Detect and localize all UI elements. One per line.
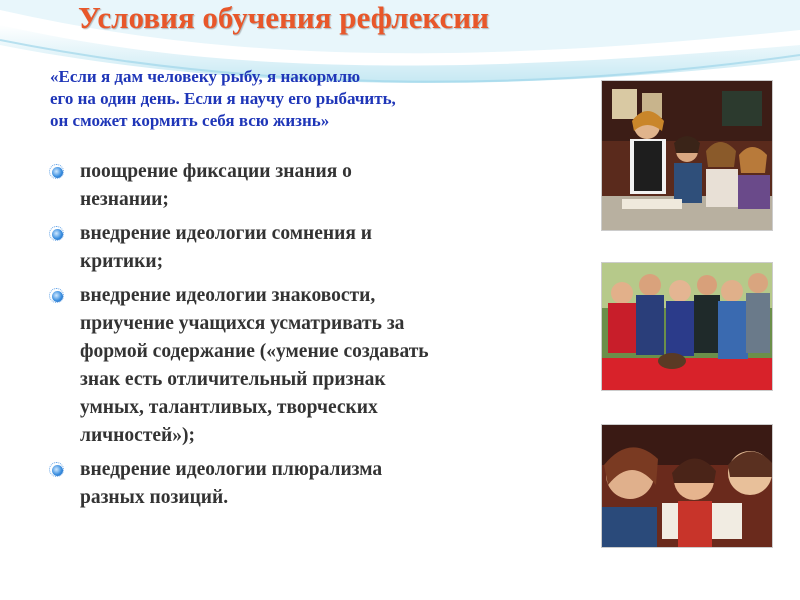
- bullet-line: личностей»);: [80, 425, 196, 446]
- bullet-line: знак есть отличительный признак: [80, 369, 386, 390]
- quote-line: «Если я дам человеку рыбу, я накормлю: [50, 67, 361, 86]
- bullet-item: [50, 158, 590, 214]
- quote: [50, 66, 550, 132]
- bullet-icon: [52, 465, 63, 476]
- bullet-line: внедрение идеологии плюрализма: [80, 459, 383, 480]
- slide-title: Условия обучения рефлексии: [78, 0, 489, 35]
- bullet-item: [50, 282, 590, 450]
- bullet-line: незнании;: [80, 189, 169, 210]
- bullet-icon: [52, 229, 63, 240]
- quote-line: он сможет кормить себя всю жизнь»: [50, 111, 330, 130]
- bullet-list: [50, 158, 590, 518]
- classroom-photo-2: [601, 262, 773, 391]
- bullet-line: внедрение идеологии сомнения и: [80, 223, 373, 244]
- bullet-line: разных позиций.: [80, 487, 229, 508]
- bullet-line: поощрение фиксации знания о: [80, 161, 352, 182]
- classroom-photo-3: [601, 424, 773, 548]
- bullet-item: [50, 220, 590, 276]
- bullet-icon: [52, 167, 63, 178]
- classroom-photo-1: [601, 80, 773, 231]
- bullet-line: внедрение идеологии знаковости,: [80, 285, 376, 306]
- bullet-line: критики;: [80, 251, 164, 272]
- bullet-line: формой содержание («умение создавать: [80, 341, 429, 362]
- bullet-item: [50, 456, 590, 512]
- bullet-line: умных, талантливых, творческих: [80, 397, 378, 418]
- bullet-icon: [52, 291, 63, 302]
- quote-line: его на один день. Если я научу его рыбачить,: [50, 89, 396, 108]
- bullet-line: приучение учащихся усматривать за: [80, 313, 405, 334]
